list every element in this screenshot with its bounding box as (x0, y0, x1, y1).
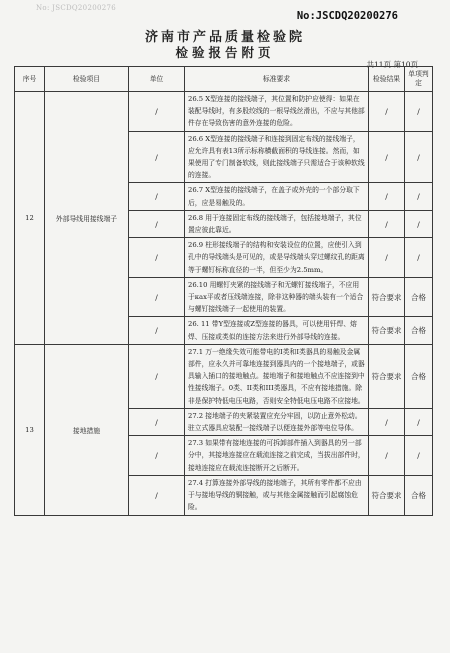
report-subtitle: 检验报告附页 (175, 45, 275, 60)
requirement-cell: 26.8 用于连接固定布线的接线端子，包括接地端子，其位置应彼此靠近。 (185, 210, 369, 237)
seq-cell: 12 (15, 92, 45, 345)
judgment-cell: / (405, 92, 433, 132)
col-header-result: 检验结果 (369, 67, 405, 92)
requirement-cell: 26.7 X型连接的接线端子，在盖子或外壳的一个部分取下后，应是易触及的。 (185, 183, 369, 210)
item-cell: 外部导线用接线端子 (45, 92, 129, 345)
judgment-cell: / (405, 436, 433, 476)
result-cell: / (369, 183, 405, 210)
faded-report-number: No: JSCDQ20200276 (36, 4, 116, 12)
judgment-cell: / (405, 183, 433, 210)
table-row (15, 344, 433, 408)
result-cell: / (369, 92, 405, 132)
result-cell: / (369, 131, 405, 183)
unit-cell: / (129, 408, 185, 435)
judgment-cell: 合格 (405, 317, 433, 344)
judgment-cell: 合格 (405, 277, 433, 317)
unit-cell: / (129, 436, 185, 476)
requirement-cell: 27.3 如果带有接地连接的可拆卸部件插入到器具的另一部分中，其接地连接应在载流连接之前完成，当拔出部件时，接地连接应在载流连接断开之后断开。 (185, 436, 369, 476)
requirement-cell: 26.5 X型连接的接线端子，其位置和防护应使得：如果在装配导线时，有多股绞线的一根导线丝滑出，不应与其他部件存在导致伤害的意外连接的危险。 (185, 92, 369, 132)
col-header-unit: 单位 (129, 67, 185, 92)
judgment-cell: 合格 (405, 475, 433, 515)
unit-cell: / (129, 131, 185, 183)
judgment-cell: / (405, 131, 433, 183)
col-header-standard: 标准要求 (185, 67, 369, 92)
item-cell: 接地措施 (45, 344, 129, 515)
institute-title: 济南市产品质量检验院 (144, 30, 305, 45)
unit-cell: / (129, 475, 185, 515)
requirement-cell: 27.1 万一绝缘失效可能带电的I类和I类器具的易触及金属部件，应永久并可靠地连接到器具内的一个接地端子，或器具输入插口的接地触点。接地端子和接地触点不应连接到中性接线端子。0类、II类和III类器具，不应有接地措施。除非是保护特低电压电路，否则安全特低电压电路不应接地。 (185, 344, 369, 408)
judgment-cell: / (405, 238, 433, 278)
unit-cell: / (129, 210, 185, 237)
inspection-table (14, 66, 433, 516)
col-header-item: 检验项目 (45, 67, 129, 92)
table-body (15, 92, 433, 516)
unit-cell: / (129, 92, 185, 132)
col-header-judgment: 单项判定 (405, 67, 433, 92)
requirement-cell: 26.10 用螺钉夹紧的接线端子和无螺钉接线端子，不应用于ках平或者压线端连接，除非这种器的端头装有一个适合与螺钉接线端子一起使用的装置。 (185, 277, 369, 317)
seq-cell: 13 (15, 344, 45, 515)
requirement-cell: 26.6 X型连接的接线端子和连接到固定布线的接线端子，应允许具有表13所示标称横截面积的导线连接。然而，如果使用了专门制备软线，则此接线端子只需适合于该种软线的连接。 (185, 131, 369, 183)
report-number: No:JSCDQ20200276 (296, 10, 398, 22)
result-cell: 符合要求 (369, 344, 405, 408)
result-cell: 符合要求 (369, 475, 405, 515)
unit-cell: / (129, 277, 185, 317)
unit-cell: / (129, 317, 185, 344)
unit-cell: / (129, 183, 185, 210)
result-cell: / (369, 210, 405, 237)
result-cell: 符合要求 (369, 317, 405, 344)
unit-cell: / (129, 344, 185, 408)
result-cell: / (369, 238, 405, 278)
requirement-cell: 26. 11 带Y型连接或Z型连接的器具，可以使用钎焊、熔焊、压接或类似的连接方法来进行外部导线的连接。 (185, 317, 369, 344)
table-header-row (15, 67, 433, 92)
requirement-cell: 27.4 打算连接外部导线的接地端子，其所有零件都不应由于与接地导线的铜接触，或与其他金属接触而引起腐蚀危险。 (185, 475, 369, 515)
col-header-seq: 序号 (15, 67, 45, 92)
judgment-cell: / (405, 210, 433, 237)
result-cell: / (369, 408, 405, 435)
requirement-cell: 27.2 接地端子的夹紧装置应充分牢固，以防止意外松动。驻立式器具应装配一接线端子以便连接外部等电位导体。 (185, 408, 369, 435)
page-indicator: 共11页 第10页 (366, 60, 418, 69)
unit-cell: / (129, 238, 185, 278)
result-cell: / (369, 436, 405, 476)
table-row (15, 92, 433, 132)
judgment-cell: 合格 (405, 344, 433, 408)
judgment-cell: / (405, 408, 433, 435)
requirement-cell: 26.9 柱形接线端子的结构和安装设位的位置，应使引入到孔中的导线端头是可见的，或是导线端头穿过螺纹孔的距离等于螺钉标称直径的一半，但至少为2.5mm。 (185, 238, 369, 278)
result-cell: 符合要求 (369, 277, 405, 317)
